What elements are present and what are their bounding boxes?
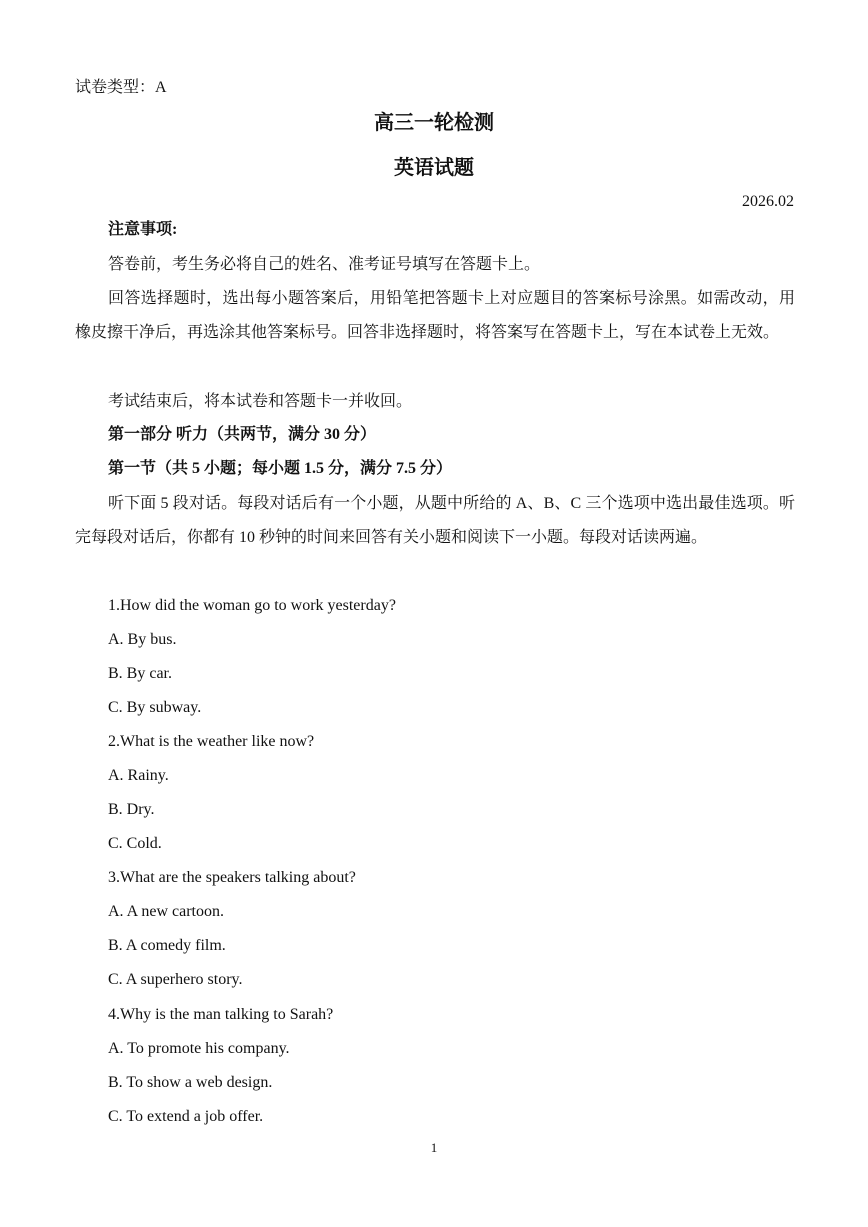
question-4-option-a: A. To promote his company. bbox=[108, 1040, 290, 1057]
section1-heading: 第一节（共 5 小题；每小题 1.5 分，满分 7.5 分） bbox=[108, 460, 453, 477]
paper-type: 试卷类型：A bbox=[75, 79, 167, 96]
part1-heading: 第一部分 听力（共两节，满分 30 分） bbox=[108, 426, 377, 443]
question-2: 2.What is the weather like now? bbox=[108, 733, 315, 750]
question-4: 4.Why is the man talking to Sarah? bbox=[108, 1006, 334, 1023]
exam-title: 高三一轮检测 bbox=[374, 112, 494, 134]
question-4-option-c: C. To extend a job offer. bbox=[108, 1108, 264, 1125]
question-2-option-b: B. Dry. bbox=[108, 801, 155, 818]
question-3-option-c: C. A superhero story. bbox=[108, 971, 243, 988]
exam-subtitle: 英语试题 bbox=[394, 157, 474, 179]
question-1: 1.How did the woman go to work yesterday? bbox=[108, 597, 396, 614]
note-paragraph-1: 答卷前，考生务必将自己的姓名、准考证号填写在答题卡上。 bbox=[108, 256, 541, 273]
question-3: 3.What are the speakers talking about? bbox=[108, 869, 356, 886]
page-number: 1 bbox=[430, 1140, 438, 1155]
question-2-option-c: C. Cold. bbox=[108, 835, 162, 852]
question-1-option-c: C. By subway. bbox=[108, 699, 202, 716]
question-2-option-a: A. Rainy. bbox=[108, 767, 169, 784]
note-paragraph-2: 回答选择题时，选出每小题答案后，用铅笔把答题卡上对应题目的答案标号涂黑。如需改动，用橡皮擦干净后，再选涂其他答案标号。回答非选择题时，将答案写在答题卡上，写在本试卷上无效。 bbox=[75, 290, 795, 341]
question-4-option-b: B. To show a web design. bbox=[108, 1074, 273, 1091]
question-1-option-a: A. By bus. bbox=[108, 631, 177, 648]
listening-instructions: 听下面 5 段对话。每段对话后有一个小题，从题中所给的 A、B、C 三个选项中选出最佳选项。听完每段对话后，你都有 10 秒钟的时间来回答有关小题和阅读下一小题。每段对话读两遍。 bbox=[75, 495, 795, 546]
question-3-option-a: A. A new cartoon. bbox=[108, 903, 224, 920]
notes-heading: 注意事项: bbox=[108, 221, 178, 238]
question-3-option-b: B. A comedy film. bbox=[108, 937, 226, 954]
note-paragraph-3: 考试结束后，将本试卷和答题卡一并收回。 bbox=[108, 393, 413, 410]
question-1-option-b: B. By car. bbox=[108, 665, 172, 682]
exam-date: 2026.02 bbox=[742, 193, 794, 210]
